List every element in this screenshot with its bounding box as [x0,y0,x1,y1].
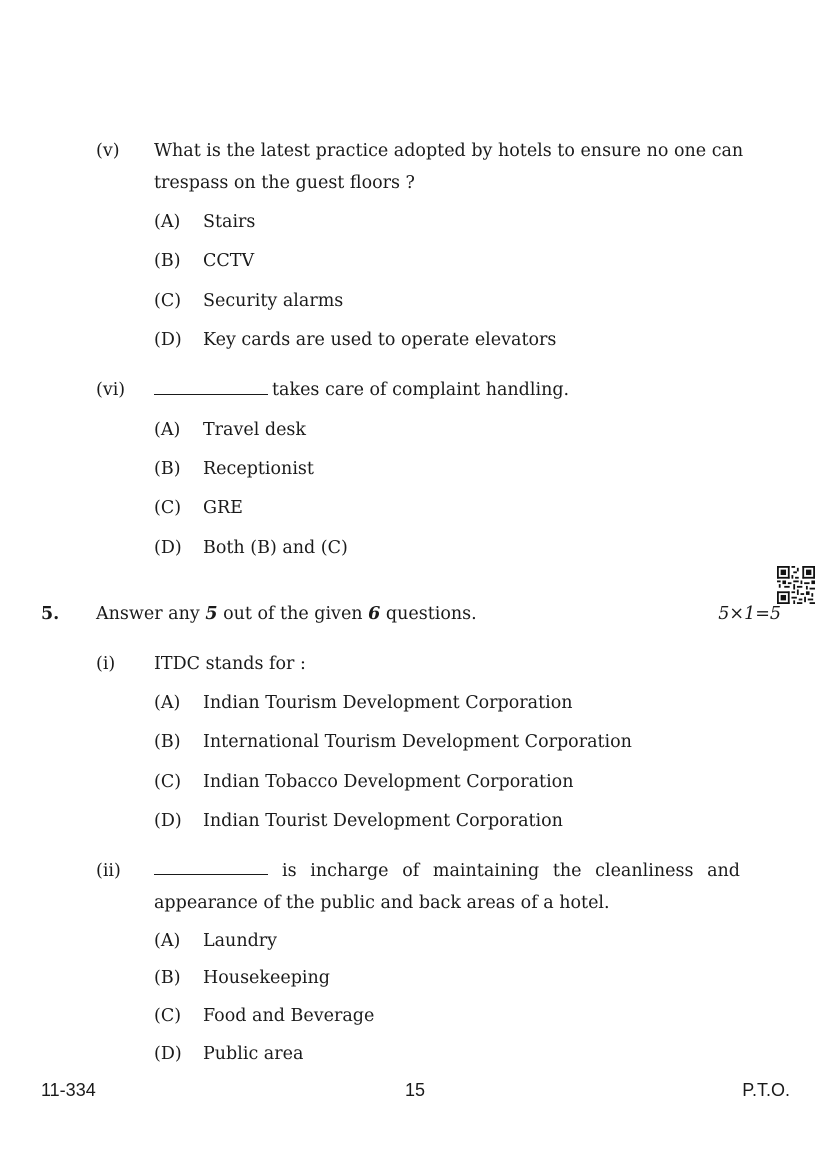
option-label: (A) [154,212,181,232]
question-number: (i) [96,654,116,674]
section-instruction: Answer any 5 out of the given 6 questions. [96,604,477,624]
option-label: (B) [154,968,181,988]
option-label: (D) [154,330,182,350]
question-number: (v) [96,141,120,161]
question-text-continued: trespass on the guest floors ? [154,173,415,193]
option-label: (A) [154,931,181,951]
option-text: GRE [203,498,243,518]
option-label: (B) [154,251,181,271]
option-text: Stairs [203,212,256,232]
option-text: Indian Tobacco Development Corporation [203,772,574,792]
option-label: (B) [154,459,181,479]
option-label: (B) [154,732,181,752]
option-text: CCTV [203,251,255,271]
option-text: Indian Tourist Development Corporation [203,811,563,831]
option-text: Laundry [203,931,278,951]
question-text: is incharge of maintaining the cleanliness and [154,860,740,882]
option-label: (D) [154,538,182,558]
qr-code-icon [777,566,815,604]
option-text: Security alarms [203,291,344,311]
fill-in-blank [154,380,268,395]
section-number: 5. [41,604,60,624]
question-text: ITDC stands for : [154,654,306,674]
option-text: International Tourism Development Corporation [203,732,632,752]
question-text: takes care of complaint handling. [154,379,569,401]
option-text: Receptionist [203,459,314,479]
question-text: What is the latest practice adopted by hotels to ensure no one can [154,141,744,161]
option-label: (A) [154,693,181,713]
option-label: (C) [154,291,182,311]
question-text-continued: appearance of the public and back areas of a hotel. [154,893,610,913]
paper-code: 11-334 [41,1080,96,1100]
fill-in-blank [154,860,268,875]
option-label: (C) [154,1006,182,1026]
option-label: (D) [154,1044,182,1064]
option-text: Key cards are used to operate elevators [203,330,557,350]
please-turn-over: P.T.O. [742,1080,790,1100]
option-text: Food and Beverage [203,1006,375,1026]
marks-allocation: 5×1=5 [718,604,781,624]
question-number: (vi) [96,380,126,400]
page-number: 15 [405,1080,426,1100]
option-label: (C) [154,772,182,792]
option-label: (A) [154,420,181,440]
option-text: Both (B) and (C) [203,538,348,558]
option-text: Housekeeping [203,968,330,988]
option-text: Travel desk [203,420,307,440]
option-text: Indian Tourism Development Corporation [203,693,573,713]
option-text: Public area [203,1044,304,1064]
question-number: (ii) [96,861,121,881]
option-label: (D) [154,811,182,831]
option-label: (C) [154,498,182,518]
